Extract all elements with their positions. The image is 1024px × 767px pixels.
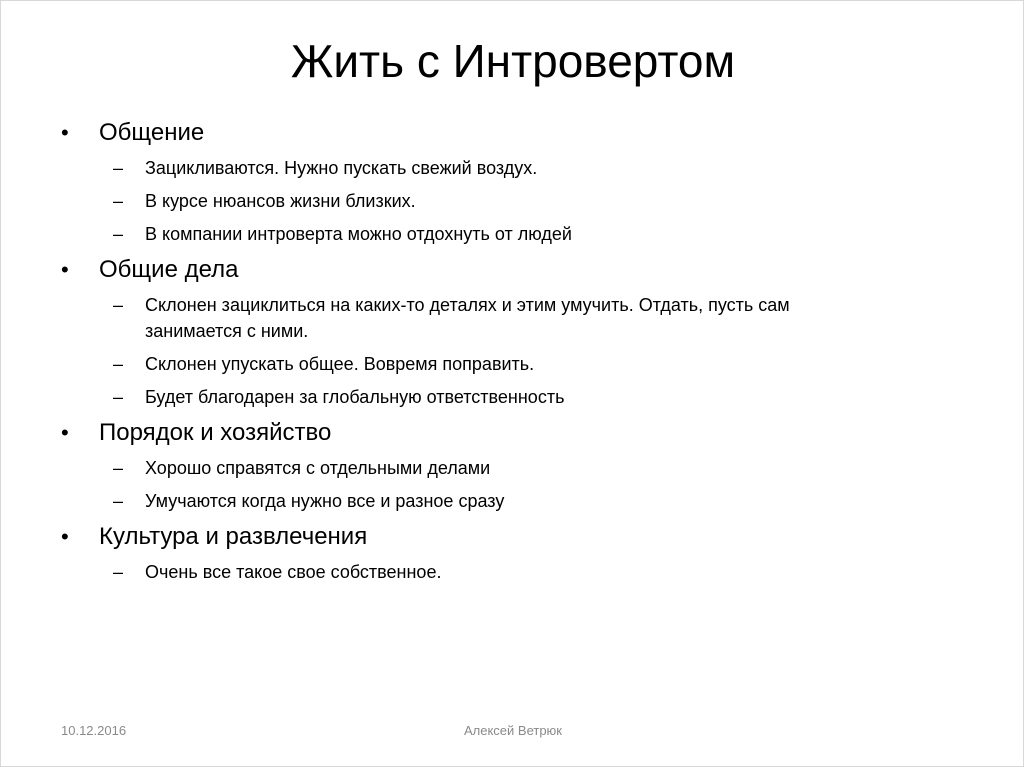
section-shared-tasks bbox=[61, 254, 921, 410]
section-heading-text: Культура и развлечения bbox=[99, 523, 368, 550]
sub-item bbox=[113, 559, 921, 585]
sub-item-text: В курсе нюансов жизни близких. bbox=[145, 191, 416, 211]
dash-icon: – bbox=[113, 295, 124, 315]
section-heading-text: Общие дела bbox=[99, 256, 239, 283]
dash-icon: – bbox=[113, 387, 124, 407]
section-communication bbox=[61, 117, 921, 247]
section-household bbox=[61, 417, 921, 514]
bullet-icon: • bbox=[61, 120, 69, 145]
section-heading bbox=[61, 117, 921, 149]
dash-icon: – bbox=[113, 191, 124, 211]
sub-item-text: Склонен упускать общее. Вовремя поправить. bbox=[145, 354, 535, 374]
section-heading-text: Общение bbox=[99, 119, 205, 146]
sub-item bbox=[113, 488, 921, 514]
sub-item bbox=[113, 188, 921, 214]
sub-item-text: Очень все такое свое собственное. bbox=[145, 562, 442, 582]
sub-item-text: Склонен зациклиться на каких-то деталях и этим умучить. Отдать, пусть сам занимается с ними. bbox=[145, 295, 790, 341]
bullet-list bbox=[61, 117, 921, 592]
sub-item-text: Умучаются когда нужно все и разное сразу bbox=[145, 491, 505, 511]
sub-item-text: В компании интроверта можно отдохнуть от людей bbox=[145, 224, 572, 244]
bullet-icon: • bbox=[61, 524, 69, 549]
sub-item bbox=[113, 351, 921, 377]
dash-icon: – bbox=[113, 562, 124, 582]
dash-icon: – bbox=[113, 491, 124, 511]
sub-item-text: Хорошо справятся с отдельными делами bbox=[145, 458, 491, 478]
sub-item bbox=[113, 292, 921, 344]
dash-icon: – bbox=[113, 224, 124, 244]
bullet-icon: • bbox=[61, 257, 69, 282]
section-heading-text: Порядок и хозяйство bbox=[99, 419, 332, 446]
footer-date: 10.12.2016 bbox=[61, 723, 127, 738]
section-heading bbox=[61, 521, 921, 553]
sub-item-text: Зацикливаются. Нужно пускать свежий воздух. bbox=[145, 158, 538, 178]
sub-item bbox=[113, 384, 921, 410]
sub-item bbox=[113, 455, 921, 481]
dash-icon: – bbox=[113, 458, 124, 478]
section-culture bbox=[61, 521, 921, 585]
section-heading bbox=[61, 417, 921, 449]
sub-item-text: Будет благодарен за глобальную ответственность bbox=[145, 387, 565, 407]
dash-icon: – bbox=[113, 354, 124, 374]
dash-icon: – bbox=[113, 158, 124, 178]
section-heading bbox=[61, 254, 921, 286]
slide-title: Жить с Интровертом bbox=[290, 35, 736, 87]
sub-item bbox=[113, 221, 921, 247]
sub-item bbox=[113, 155, 921, 181]
footer-author: Алексей Ветрюк bbox=[463, 723, 562, 738]
bullet-icon: • bbox=[61, 420, 69, 445]
